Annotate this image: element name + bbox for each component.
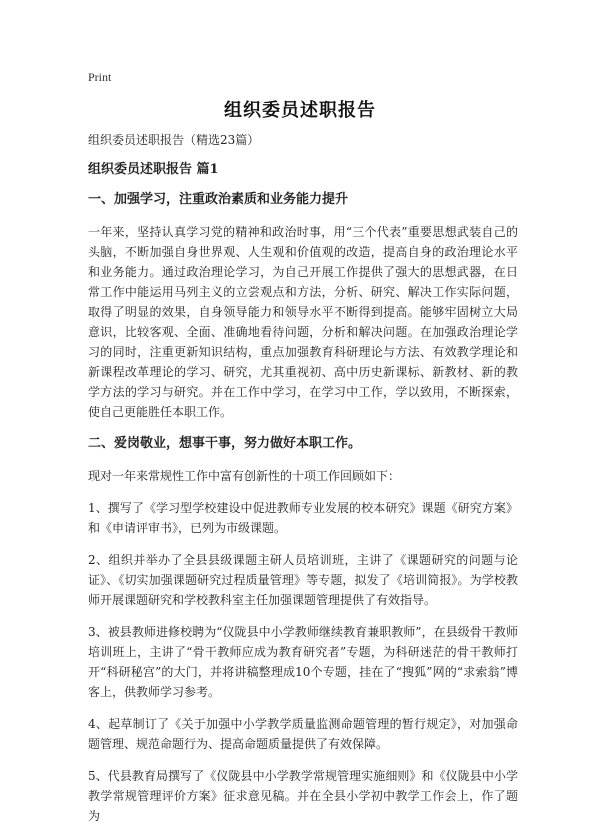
- list-item: 2、组织并举办了全县县级课题主研人员培训班，主讲了《课题研究的问题与论证》、《切实加强课题研究过程质量管理》等专题，拟发了《培训简报》。为学校教师开展课题研究和学校教科室主任加强课题管理提供了有效指导。: [88, 553, 518, 607]
- paragraph-1: 一年来，坚持认真学习党的精神和政治时事，用“三个代表”重要思想武装自己的头脑，不断加强自身世界观、人生观和价值观的改造，提高自身的政治理论水平和业务能力。通过政治理论学习，为自己开展工作提供了强大的思想武器，在日常工作中能运用马列主义的立尝观点和方法，分析、研究、解决工作实际问题，取得了明显的效果，自身领导能力和领导水平不断得到提高。能够牢固树立大局意识，比较客观、全面、准确地看待问题，分析和解决问题。在加强政治理论学习的同时，注重更新知识结构，重点加强教育科研理论与方法、有效教学理论和新课程改革理论的学习、研究，尤其重视初、高中历史新课标、新教材、新的教学方法的学习与研究。并在工作中学习，在学习中工作，学以致用，不断探索，使自己更能胜任本职工作。: [88, 225, 518, 419]
- list-item: 1、撰写了《学习型学校建设中促进教师专业发展的校本研究》课题《研究方案》和《申请评审书》，已列为市级课题。: [88, 501, 518, 535]
- list-item: 4、起草制订了《关于加强中小学教学质量监测命题管理的暂行规定》，对加强命题管理、规范命题行为、提高命题质量提供了有效保障。: [88, 717, 518, 751]
- paragraph-intro-2: 现对一年来常规性工作中富有创新性的十项工作回顾如下：: [88, 469, 401, 483]
- article-body: [88, 130, 518, 838]
- subtitle: 组织委员述职报告（精选23篇）: [88, 133, 260, 147]
- section-heading-1: 一、加强学习，注重政治素质和业务能力提升: [88, 192, 349, 207]
- section-heading-2: 二、爱岗敬业，想事干事，努力做好本职工作。: [88, 436, 362, 451]
- list-item: 5、代县教育局撰写了《仪陇县中小学教学常规管理实施细则》和《仪陇县中小学教学常规管理评价方案》征求意见稿。并在全县小学初中教学工作会上，作了题为: [88, 769, 518, 823]
- page-title: 组织委员述职报告: [224, 100, 376, 121]
- list-item: 3、被县教师进修校聘为“仪陇县中小学教师继续教育兼职教师”，在县级骨干教师培训班上，主讲了“骨干教师应成为教育研究者”专题，为科研迷茫的骨干教师打开“科研秘宫”的大门，并将讲稿整理成10个专题，挂在了“搜狐”网的“求索翁”博客上，供教师学习参考。: [88, 625, 518, 699]
- print-link[interactable]: Print: [88, 70, 112, 84]
- article-heading: 组织委员述职报告 篇1: [88, 162, 219, 177]
